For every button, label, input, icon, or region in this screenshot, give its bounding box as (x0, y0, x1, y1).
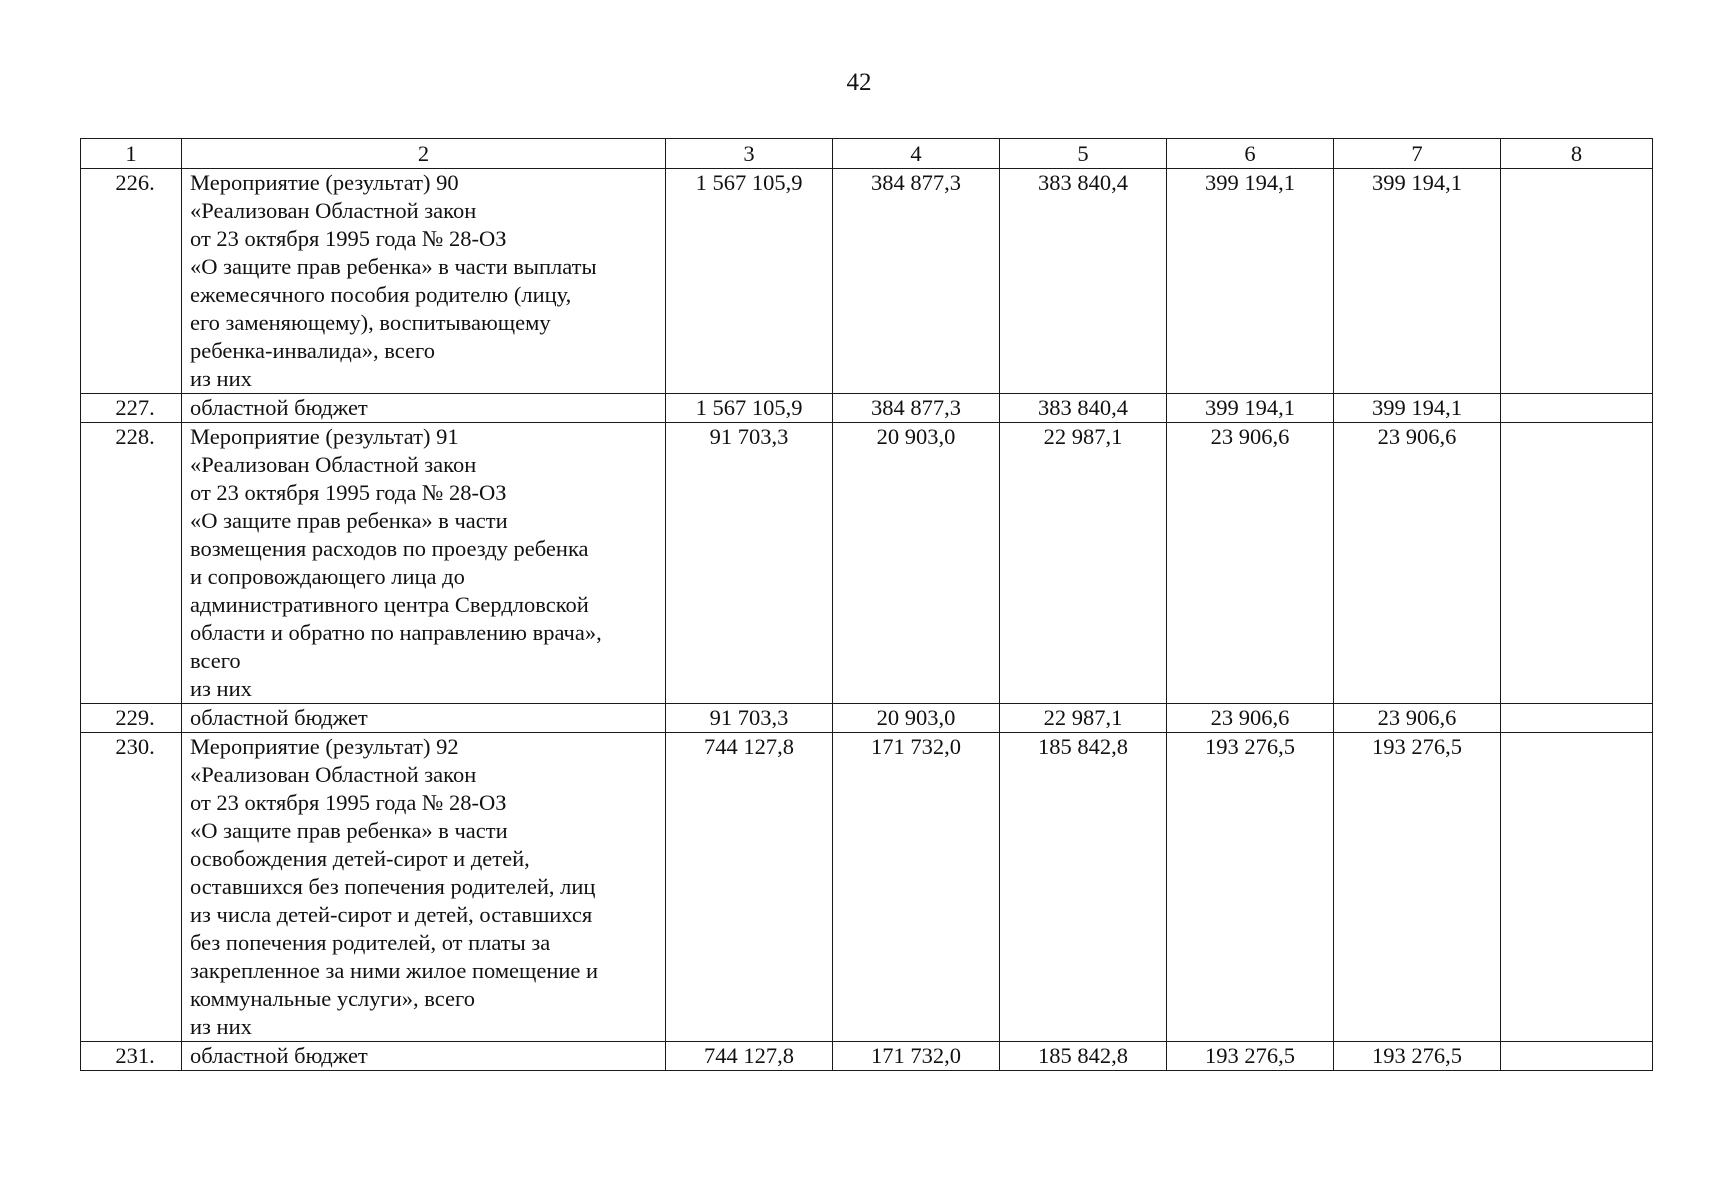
header-cell-8: 8 (1501, 139, 1653, 169)
row-name-line: от 23 октября 1995 года № 28-ОЗ (190, 226, 507, 251)
row-number: 227. (115, 395, 155, 420)
row-name-line: из числа детей-сирот и детей, оставшихся (190, 902, 593, 927)
value-cell-col-4: 20 903,0 (833, 704, 1000, 733)
row-name-line: «Реализован Областной закон (190, 762, 477, 787)
table-row (81, 169, 1653, 394)
value-cell-col-4: 171 732,0 (833, 733, 1000, 1042)
row-name-line: областной бюджет (190, 1043, 368, 1068)
row-name-line: без попечения родителей, от платы за (190, 930, 551, 955)
value-cell-col-3: 1 567 105,9 (666, 394, 833, 423)
row-name-cell (182, 169, 666, 394)
value-cell-col-5: 22 987,1 (1000, 704, 1167, 733)
budget-table (80, 138, 1653, 1071)
header-cell-6: 6 (1167, 139, 1334, 169)
row-name-line: его заменяющему), воспитывающему (190, 310, 551, 335)
row-number-cell (81, 1042, 182, 1071)
row-number: 230. (115, 734, 155, 759)
value-cell-col-4: 171 732,0 (833, 1042, 1000, 1071)
row-number: 229. (115, 705, 155, 730)
row-name-cell (182, 423, 666, 704)
value-cell-col-8 (1501, 704, 1653, 733)
row-name-line: областной бюджет (190, 395, 368, 420)
row-name-line: Мероприятие (результат) 92 (190, 734, 459, 759)
value-cell-col-8 (1501, 169, 1653, 394)
value-cell-col-7: 23 906,6 (1334, 423, 1501, 704)
value-cell-col-5: 22 987,1 (1000, 423, 1167, 704)
value-cell-col-4: 384 877,3 (833, 394, 1000, 423)
header-cell-3: 3 (666, 139, 833, 169)
value-cell-col-6: 193 276,5 (1167, 733, 1334, 1042)
row-name-line: закрепленное за ними жилое помещение и (190, 958, 599, 983)
row-name-line: от 23 октября 1995 года № 28-ОЗ (190, 480, 507, 505)
value-cell-col-6: 399 194,1 (1167, 394, 1334, 423)
row-name-line: от 23 октября 1995 года № 28-ОЗ (190, 790, 507, 815)
value-cell-col-3: 744 127,8 (666, 733, 833, 1042)
row-name-line: оставшихся без попечения родителей, лиц (190, 874, 596, 899)
value-cell-col-3: 1 567 105,9 (666, 169, 833, 394)
row-name-line: всего (190, 648, 241, 673)
header-cell-4: 4 (833, 139, 1000, 169)
value-cell-col-3: 744 127,8 (666, 1042, 833, 1071)
value-cell-col-4: 384 877,3 (833, 169, 1000, 394)
row-name-line: из них (190, 676, 252, 701)
value-cell-col-6: 193 276,5 (1167, 1042, 1334, 1071)
row-name-cell (182, 704, 666, 733)
row-name-line: «О защите прав ребенка» в части (190, 818, 508, 843)
row-name-line: областной бюджет (190, 705, 368, 730)
row-number: 226. (115, 170, 155, 195)
table-row (81, 1042, 1653, 1071)
table-row (81, 394, 1653, 423)
row-name-line: освобождения детей-сирот и детей, (190, 846, 530, 871)
row-number: 231. (115, 1043, 155, 1068)
row-name-line: «Реализован Областной закон (190, 452, 477, 477)
value-cell-col-7: 193 276,5 (1334, 1042, 1501, 1071)
table-body (81, 139, 1653, 1071)
row-name-line: коммунальные услуги», всего (190, 986, 475, 1011)
value-cell-col-8 (1501, 1042, 1653, 1071)
value-cell-col-6: 399 194,1 (1167, 169, 1334, 394)
row-number-cell (81, 423, 182, 704)
header-cell-5: 5 (1000, 139, 1167, 169)
value-cell-col-5: 383 840,4 (1000, 169, 1167, 394)
header-cell-7: 7 (1334, 139, 1501, 169)
header-cell-2: 2 (182, 139, 666, 169)
row-name-line: ребенка-инвалида», всего (190, 338, 435, 363)
value-cell-col-3: 91 703,3 (666, 704, 833, 733)
value-cell-col-5: 383 840,4 (1000, 394, 1167, 423)
value-cell-col-8 (1501, 394, 1653, 423)
row-name-line: из них (190, 1014, 252, 1039)
row-name-cell (182, 1042, 666, 1071)
value-cell-col-7: 23 906,6 (1334, 704, 1501, 733)
value-cell-col-7: 399 194,1 (1334, 169, 1501, 394)
value-cell-col-6: 23 906,6 (1167, 704, 1334, 733)
row-name-line: «О защите прав ребенка» в части (190, 508, 508, 533)
value-cell-col-5: 185 842,8 (1000, 733, 1167, 1042)
table-row (81, 423, 1653, 704)
header-cell-1: 1 (81, 139, 182, 169)
row-name-line: возмещения расходов по проезду ребенка (190, 536, 589, 561)
row-name-line: из них (190, 366, 252, 391)
value-cell-col-7: 399 194,1 (1334, 394, 1501, 423)
row-name-line: «Реализован Областной закон (190, 198, 477, 223)
row-name-line: Мероприятие (результат) 91 (190, 424, 459, 449)
value-cell-col-6: 23 906,6 (1167, 423, 1334, 704)
row-name-line: и сопровождающего лица до (190, 564, 465, 589)
table-row (81, 704, 1653, 733)
table-row (81, 733, 1653, 1042)
value-cell-col-7: 193 276,5 (1334, 733, 1501, 1042)
row-name-line: ежемесячного пособия родителю (лицу, (190, 282, 572, 307)
value-cell-col-5: 185 842,8 (1000, 1042, 1167, 1071)
row-number-cell (81, 733, 182, 1042)
row-name-line: области и обратно по направлению врача», (190, 620, 602, 645)
value-cell-col-4: 20 903,0 (833, 423, 1000, 704)
row-number: 228. (115, 424, 155, 449)
row-number-cell (81, 704, 182, 733)
row-number-cell (81, 394, 182, 423)
row-name-line: «О защите прав ребенка» в части выплаты (190, 254, 597, 279)
row-name-cell (182, 733, 666, 1042)
row-name-cell (182, 394, 666, 423)
row-number-cell (81, 169, 182, 394)
value-cell-col-8 (1501, 733, 1653, 1042)
value-cell-col-8 (1501, 423, 1653, 704)
value-cell-col-3: 91 703,3 (666, 423, 833, 704)
header-row (81, 139, 1653, 169)
row-name-line: Мероприятие (результат) 90 (190, 170, 459, 195)
row-name-line: административного центра Свердловской (190, 592, 589, 617)
page-number: 42 (846, 69, 872, 96)
